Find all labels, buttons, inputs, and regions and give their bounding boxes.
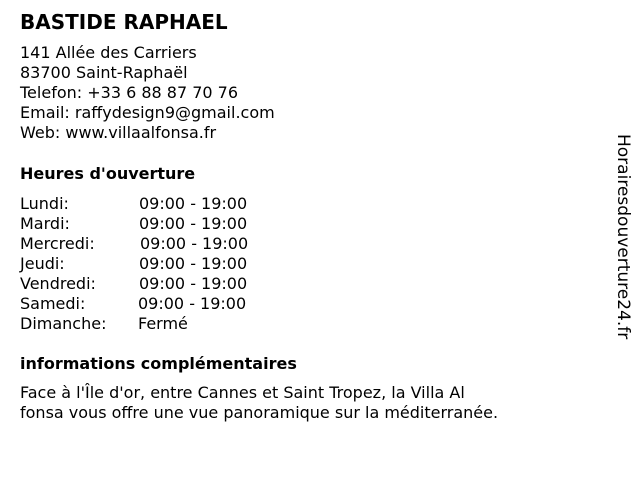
time-value: 09:00 - 19:00 [139,214,248,233]
hours-row-tuesday [20,214,320,234]
hours-row-sunday [20,314,320,334]
time-value: 09:00 - 19:00 [139,194,248,213]
hours-row-monday [20,194,320,214]
business-name: BASTIDE RAPHAEL [20,10,228,34]
day-label: Dimanche: [20,314,107,333]
day-label: Samedi: [20,294,86,313]
day-label: Mardi: [20,214,70,233]
hours-row-wednesday [20,234,320,254]
hours-row-friday [20,274,320,294]
address-line-city: 83700 Saint-Raphaël [20,63,188,82]
info-line-2: fonsa vous offre une vue panoramique sur la méditerranée. [20,403,499,422]
site-watermark: Horairesdouverture24.fr [613,134,633,340]
email-line: Email: raffydesign9@gmail.com [20,103,275,122]
info-heading: informations complémentaires [20,354,297,373]
address-line-street: 141 Allée des Carriers [20,43,197,62]
hours-row-saturday [20,294,320,314]
day-label: Lundi: [20,194,69,213]
contact-block [20,43,275,143]
web-line: Web: www.villaalfonsa.fr [20,123,217,142]
hours-list [20,194,320,334]
time-value: 09:00 - 19:00 [139,274,248,293]
info-paragraph [20,383,580,423]
hours-heading: Heures d'ouverture [20,164,196,183]
day-label: Mercredi: [20,234,95,253]
time-value: Fermé [138,314,188,333]
hours-row-thursday [20,254,320,274]
time-value: 09:00 - 19:00 [140,234,249,253]
time-value: 09:00 - 19:00 [138,294,247,313]
day-label: Jeudi: [20,254,65,273]
time-value: 09:00 - 19:00 [139,254,248,273]
info-line-1: Face à l'Île d'or, entre Cannes et Saint Tropez, la Villa Al [20,383,465,402]
phone-line: Telefon: +33 6 88 87 70 76 [20,83,239,102]
day-label: Vendredi: [20,274,96,293]
